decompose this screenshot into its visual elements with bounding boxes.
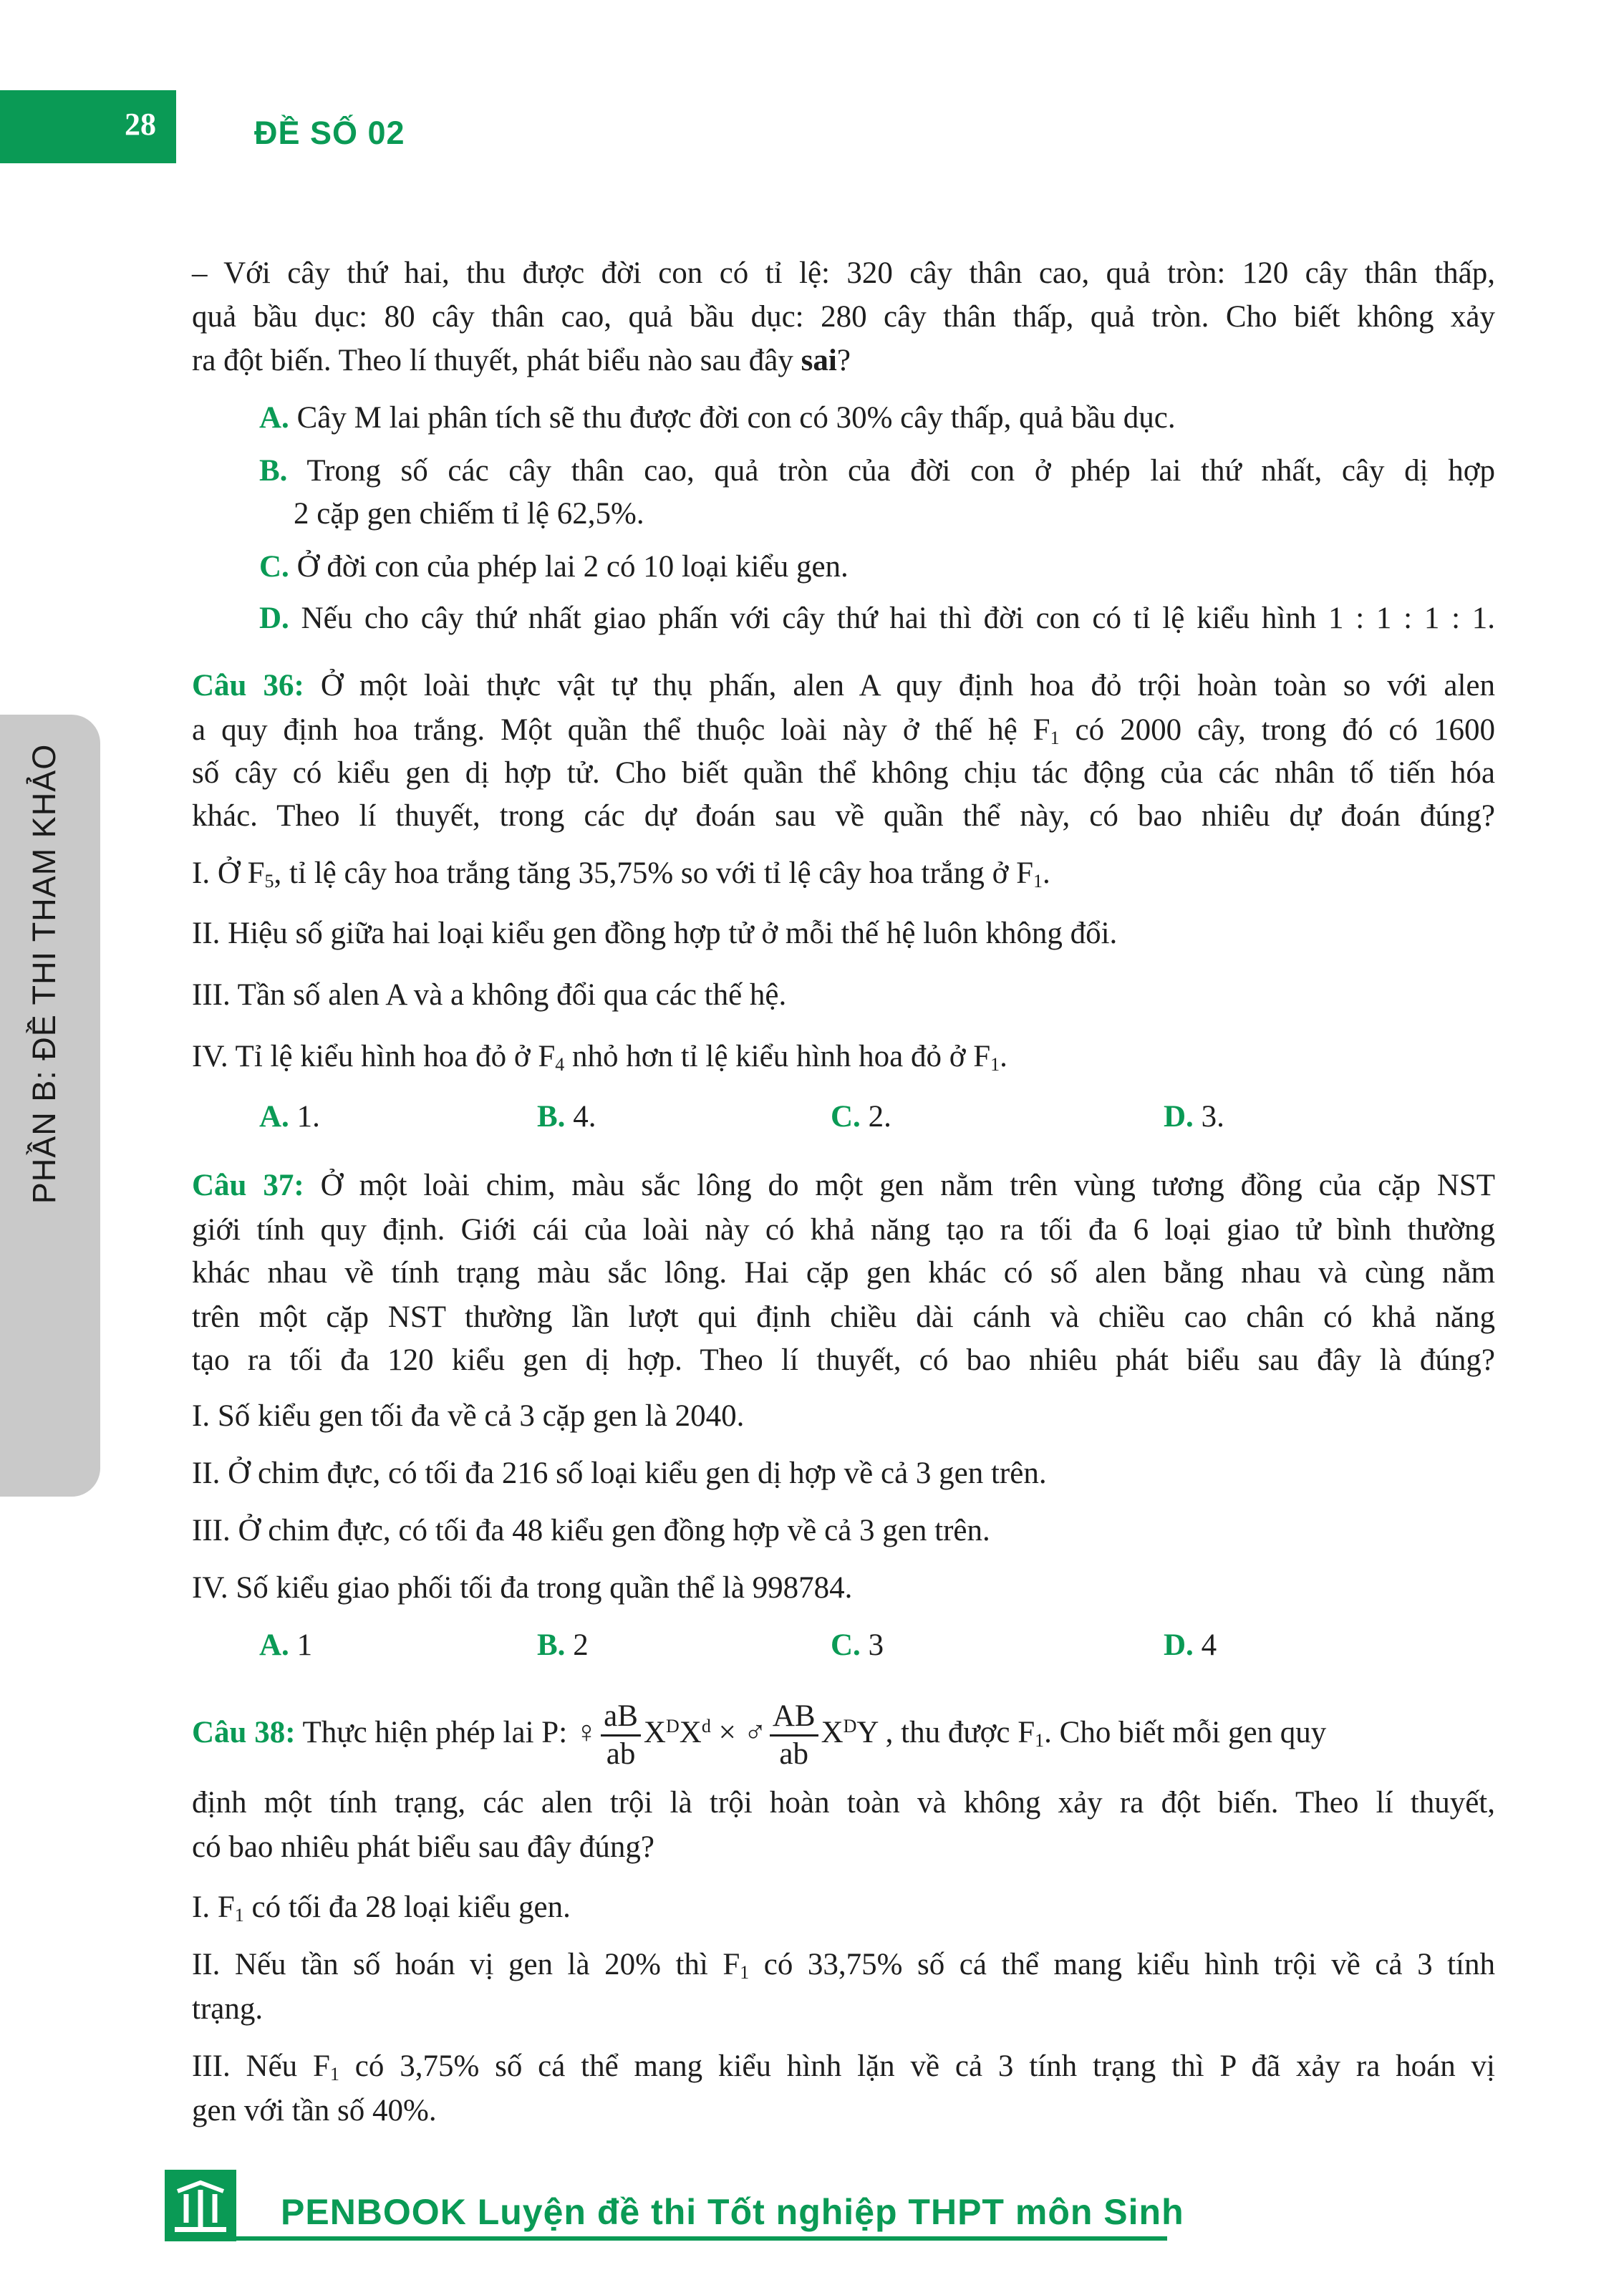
q38-label: Câu 38:: [192, 1716, 296, 1749]
q36-answer-b: B. 4.: [537, 1100, 596, 1134]
footer-rule: [165, 2236, 1167, 2241]
emphasis-sai: sai: [801, 344, 837, 377]
penbook-logo-icon: [165, 2170, 236, 2241]
q37-answer-b: B. 2: [537, 1628, 589, 1662]
q38-statement-3-line2: gen với tần số 40%.: [192, 2094, 437, 2127]
page-number-tab: [0, 90, 176, 163]
q36-line-4: khác. Theo lí thuyết, trong các dự đoán sau về quần thể này, có bao nhiêu dự đoán đúng?: [192, 799, 1495, 833]
q38-statement-2-line2: trạng.: [192, 1992, 264, 2026]
genotype-fraction-male: $\frac{AB}{ab}$: [770, 1699, 818, 1772]
q36-line-3: số cây có kiểu gen dị hợp tử. Cho biết quần thể không chịu tác động của các nhân tố tiến hóa: [192, 756, 1495, 790]
q38-line-2: định một tính trạng, các alen trội là trội hoàn toàn và không xảy ra đột biến. Theo lí thuyết,: [192, 1786, 1495, 1820]
q37-statement-1: I. Số kiểu gen tối đa về cả 3 cặp gen là 2040.: [192, 1399, 745, 1433]
q37-line-3: khác nhau về tính trạng màu sắc lông. Hai cặp gen khác có số alen bằng nhau và cùng nằm: [192, 1256, 1495, 1290]
q38-statement-1: I. $F_1$ có tối đa 28 loại kiểu gen.: [192, 1890, 571, 1926]
q36-statement-4: IV. Tỉ lệ kiểu hình hoa đỏ ở $F_4$ nhỏ hơn tỉ lệ kiểu hình hoa đỏ ở $F_1$.: [192, 1040, 1007, 1075]
q35-option-b-line2: 2 cặp gen chiếm tỉ lệ 62,5%.: [294, 497, 644, 531]
intro-line-2: quả bầu dục: 80 cây thân cao, quả bầu dục: 280 cây thân thấp, quả tròn. Cho biết không xảy: [192, 300, 1495, 334]
intro-line-1: – Với cây thứ hai, thu được đời con có tỉ lệ: 320 cây thân cao, quả tròn: 120 cây thân thấp,: [192, 256, 1495, 290]
q37-answer-a: A. 1: [259, 1628, 313, 1662]
q37-answer-c: C. 3: [831, 1628, 884, 1662]
q36-statement-2: II. Hiệu số giữa hai loại kiểu gen đồng hợp tử ở mỗi thế hệ luôn không đổi.: [192, 917, 1118, 950]
q38-line-1: Câu 38: Thực hiện phép lai P: ♀ $\frac{aB}{ab}$ $X^DX^d$ × ♂ $\frac{AB}{ab}$ $X^DY$ , thu được $F_1$. Cho biết mỗi gen quy: [192, 1699, 1327, 1771]
q35-option-b: B. Trong số các cây thân cao, quả tròn của đời con ở phép lai thứ nhất, cây dị hợp: [259, 454, 1495, 488]
q37-statement-3: III. Ở chim đực, có tối đa 48 kiểu gen đồng hợp về cả 3 gen trên.: [192, 1514, 990, 1547]
side-section-label: PHẦN B: ĐỀ THI THAM KHẢO: [26, 743, 62, 1204]
book-title: PENBOOK Luyện đề thi Tốt nghiệp THPT môn Sinh: [281, 2192, 1184, 2232]
intro-line-3: ra đột biến. Theo lí thuyết, phát biểu nào sau đây sai?: [192, 344, 851, 377]
q37-answer-d: D. 4: [1164, 1628, 1217, 1662]
q35-option-c: C. Ở đời con của phép lai 2 có 10 loại kiểu gen.: [259, 550, 849, 584]
q36-line-1: Câu 36: Ở một loài thực vật tự thụ phấn, alen A quy định hoa đỏ trội hoàn toàn so với alen: [192, 669, 1496, 702]
q37-line-1: Câu 37: Ở một loài chim, màu sắc lông do một gen nằm trên vùng tương đồng của cặp NST: [192, 1169, 1495, 1202]
q37-line-2: giới tính quy định. Giới cái của loài này có khả năng tạo ra tối đa 6 loại giao tử bình thường: [192, 1213, 1495, 1247]
q36-answer-d: D. 3.: [1164, 1100, 1224, 1134]
exam-title: ĐỀ SỐ 02: [254, 115, 405, 151]
q37-statement-2: II. Ở chim đực, có tối đa 216 số loại kiểu gen dị hợp về cả 3 gen trên.: [192, 1457, 1047, 1490]
q36-statement-1: I. Ở $F_5$, tỉ lệ cây hoa trắng tăng 35,75% so với tỉ lệ cây hoa trắng ở $F_1$.: [192, 856, 1050, 892]
q37-line-4: trên một cặp NST thường lần lượt qui định chiều dài cánh và chiều cao chân có khả năng: [192, 1300, 1495, 1334]
q38-statement-3: III. Nếu $F_1$ có 3,75% số cá thể mang kiểu hình lặn về cả 3 tính trạng thì P đã xảy ra hoán vị: [192, 2049, 1495, 2085]
q36-statement-3: III. Tần số alen A và a không đổi qua các thế hệ.: [192, 978, 787, 1012]
genotype-fraction-female: $\frac{aB}{ab}$: [601, 1699, 641, 1772]
q36-label: Câu 36:: [192, 669, 304, 702]
q36-answer-c: C. 2.: [831, 1100, 891, 1134]
page-number: 28: [125, 107, 156, 142]
q37-label: Câu 37:: [192, 1169, 304, 1202]
q35-option-d: D. Nếu cho cây thứ nhất giao phấn với cây thứ hai thì đời con có tỉ lệ kiểu hình 1 : 1 : 1 : 1.: [259, 602, 1495, 635]
q36-line-2: a quy định hoa trắng. Một quần thể thuộc loài này ở thế hệ $F_1$ có 2000 cây, trong đó có 1600: [192, 713, 1495, 748]
q35-option-a: A. Cây M lai phân tích sẽ thu được đời con có 30% cây thấp, quả bầu dục.: [259, 401, 1176, 435]
q38-line-3: có bao nhiêu phát biểu sau đây đúng?: [192, 1830, 655, 1864]
q36-answer-a: A. 1.: [259, 1100, 320, 1134]
q38-statement-2: II. Nếu tần số hoán vị gen là 20% thì $F_1$ có 33,75% số cá thể mang kiểu hình trội về cả 3 tính: [192, 1948, 1496, 1983]
q37-statement-4: IV. Số kiểu giao phối tối đa trong quần thể là 998784.: [192, 1571, 853, 1605]
q37-line-5: tạo ra tối đa 120 kiểu gen dị hợp. Theo lí thuyết, có bao nhiêu phát biểu sau đây là đúng?: [192, 1343, 1495, 1377]
